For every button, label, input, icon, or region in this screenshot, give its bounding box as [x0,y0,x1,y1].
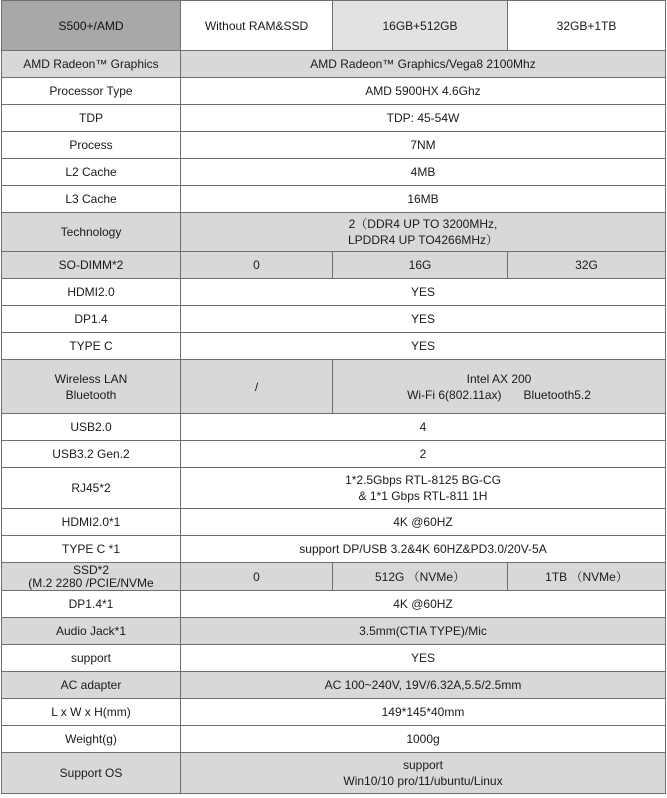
table-row [2,536,666,563]
table-row [2,645,666,672]
table-row [2,753,666,794]
row-label-l3-cache: L3 Cache [2,186,181,213]
row-label-dimensions: L x W x H(mm) [2,699,181,726]
wireless-value-without: / [181,360,333,414]
wireless-standards [337,387,661,403]
row-value-process: 7NM [181,132,666,159]
row-value-l3-cache: 16MB [181,186,666,213]
table-row [2,105,666,132]
table-row [2,726,666,753]
row-label-ssd [2,563,181,591]
technology-line-1: 2（DDR4 UP TO 3200MHz, [348,217,498,231]
wireless-label-line-1: Wireless LAN [54,371,128,386]
table-row [2,132,666,159]
option-without-ram-ssd: Without RAM&SSD [181,1,333,51]
spec-table [1,0,666,794]
row-label-support: support [2,645,181,672]
table-row [2,509,666,536]
row-label-dp14-x1: DP1.4*1 [2,591,181,618]
row-value-processor: AMD 5900HX 4.6Ghz [181,78,666,105]
row-value-support-os [181,753,666,794]
row-label-usb32: USB3.2 Gen.2 [2,441,181,468]
row-label-typec-x1: TYPE C *1 [2,536,181,563]
ssd-label-line-2: (M.2 2280 /PCIE/NVMe [28,576,154,590]
ssd-value-without: 0 [181,563,333,591]
table-row [2,441,666,468]
table-row [2,306,666,333]
ssd-label-line-1: SSD*2 [72,563,110,577]
row-label-hdmi20-x1: HDMI2.0*1 [2,509,181,536]
row-value-graphics: AMD Radeon™ Graphics/Vega8 2100Mhz [181,51,666,78]
table-row [2,468,666,509]
table-row [2,414,666,441]
row-label-l2-cache: L2 Cache [2,159,181,186]
table-row [2,618,666,645]
row-label-dp14: DP1.4 [2,306,181,333]
ssd-label-clip [6,563,176,590]
row-label-weight: Weight(g) [2,726,181,753]
table-row [2,360,666,414]
row-label-wireless [2,360,181,414]
table-row [2,333,666,360]
sodimm-value-without: 0 [181,252,333,279]
row-label-tdp: TDP [2,105,181,132]
model-name: S500+/AMD [2,1,181,51]
row-label-graphics: AMD Radeon™ Graphics [2,51,181,78]
table-row [2,78,666,105]
wireless-label-line-2: Bluetooth [65,387,117,402]
table-row [2,186,666,213]
table-row [2,699,666,726]
row-value-rj45 [181,468,666,509]
row-label-process: Process [2,132,181,159]
row-value-dp14: YES [181,306,666,333]
support-os-line-2: Win10/10 pro/11/ubuntu/Linux [343,774,503,788]
wireless-value [333,360,666,414]
row-value-weight: 1000g [181,726,666,753]
table-row [2,51,666,78]
row-label-technology: Technology [2,213,181,252]
row-value-ac-adapter: AC 100~240V, 19V/6.32A,5.5/2.5mm [181,672,666,699]
wireless-module: Intel AX 200 [466,371,532,386]
table-row [2,591,666,618]
bluetooth-version: Bluetooth5.2 [523,387,591,402]
table-row [2,213,666,252]
ssd-value-512g: 512G （NVMe） [333,563,508,591]
row-value-l2-cache: 4MB [181,159,666,186]
table-row [2,672,666,699]
row-value-audio-jack: 3.5mm(CTIA TYPE)/Mic [181,618,666,645]
row-label-usb20: USB2.0 [2,414,181,441]
row-value-tdp: TDP: 45-54W [181,105,666,132]
rj45-line-2: & 1*1 Gbps RTL-811 1H [358,489,488,503]
row-label-hdmi20: HDMI2.0 [2,279,181,306]
ssd-value-1tb: 1TB （NVMe） [508,563,666,591]
row-label-sodimm: SO-DIMM*2 [2,252,181,279]
row-value-support: YES [181,645,666,672]
row-label-audio-jack: Audio Jack*1 [2,618,181,645]
row-value-hdmi20: YES [181,279,666,306]
rj45-line-1: 1*2.5Gbps RTL-8125 BG-CG [345,473,501,487]
row-value-hdmi20-x1: 4K @60HZ [181,509,666,536]
sodimm-value-16gb: 16G [333,252,508,279]
table-row [2,563,666,591]
table-row [2,279,666,306]
row-value-usb20: 4 [181,414,666,441]
support-os-line-1: support [402,758,444,772]
row-label-rj45: RJ45*2 [2,468,181,509]
option-16gb-512gb: 16GB+512GB [333,1,508,51]
row-label-support-os: Support OS [2,753,181,794]
technology-line-2: LPDDR4 UP TO4266MHz） [347,233,499,247]
row-value-dimensions: 149*145*40mm [181,699,666,726]
wifi-standard: Wi-Fi 6(802.11ax) [407,387,502,402]
row-label-ac-adapter: AC adapter [2,672,181,699]
row-value-dp14-x1: 4K @60HZ [181,591,666,618]
row-value-usb32: 2 [181,441,666,468]
row-value-technology [181,213,666,252]
table-row [2,252,666,279]
header-row [2,1,666,51]
option-32gb-1tb: 32GB+1TB [508,1,666,51]
row-value-typec-x1: support DP/USB 3.2&4K 60HZ&PD3.0/20V-5A [181,536,666,563]
row-label-processor: Processor Type [2,78,181,105]
row-value-typec: YES [181,333,666,360]
sodimm-value-32gb: 32G [508,252,666,279]
table-row [2,159,666,186]
row-label-typec: TYPE C [2,333,181,360]
